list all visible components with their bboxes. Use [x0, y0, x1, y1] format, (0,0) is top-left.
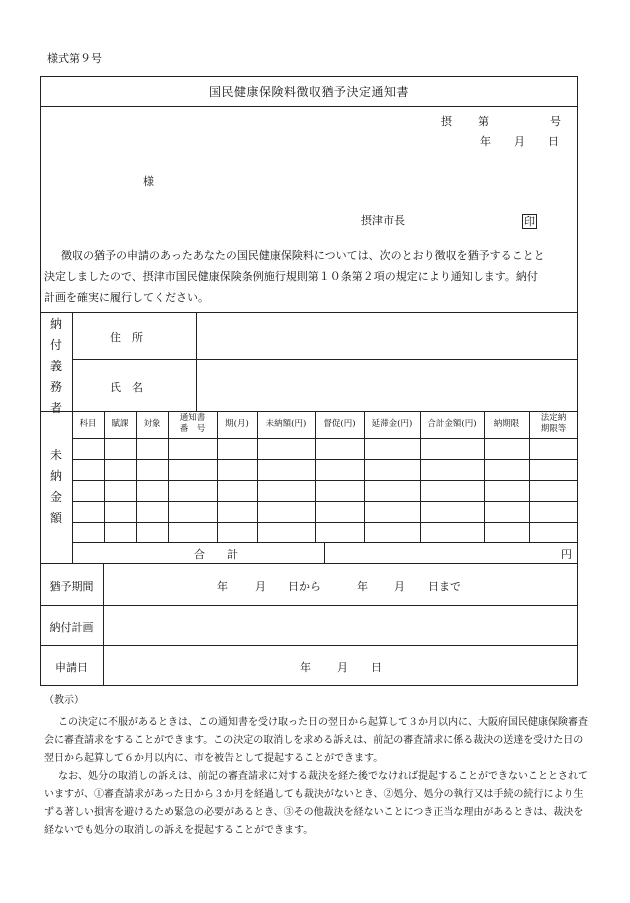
unpaid-header-cell: 未納額(円) [265, 419, 307, 429]
notice-line-5: いますが、①審査請求があった日から３か月を経過しても裁決がないとき、②処分、処分の執行又は手続の続行により生 [44, 789, 584, 800]
unpaid-header-cell: 期(月) [225, 419, 249, 429]
unpaid-header-cell: 通知書 番 号 [179, 413, 206, 434]
notice-line-1: この決定に不服があるときは、この通知書を受け取った日の翌日から起算して３か月以内に、大阪府国民健康保険審査 [58, 717, 588, 728]
notice-heading: （教示） [44, 695, 84, 706]
notice-line-4: なお、処分の取消しの訴えは、前記の審査請求に対する裁決を経た後でなければ提起することができないこととされて [58, 771, 588, 782]
unpaid-header-cell: 督促(円) [323, 419, 356, 429]
deferral-from-nen: 年 [217, 580, 228, 593]
notice-line-2: 会に審査請求をすることができます。この決定の取消しを求める訴えは、前記の審査請求に係る裁決の送達を受けた日の [44, 735, 584, 746]
issue-dai: 第 [478, 115, 489, 128]
unpaid-header-cell: 対象 [143, 419, 161, 429]
issue-tsuki: 月 [514, 135, 525, 148]
unpaid-header-cell: 合計金額(円) [427, 419, 477, 429]
application-nen: 年 [300, 661, 311, 674]
application-label: 申請日 [55, 661, 88, 674]
notice-line-3: 翌日から起算して６か月以内に、市を被告として提起することができます。 [44, 753, 384, 764]
issue-go: 号 [550, 115, 561, 128]
issue-nen: 年 [480, 135, 491, 148]
deferral-from-hi: 日から [288, 580, 321, 593]
notice-line-7: 経ないでも処分の取消しの訴えを提起することができます。 [44, 825, 314, 836]
issue-prefix: 摂 [441, 115, 452, 128]
unpaid-label: 未 納 金 額 [49, 448, 62, 525]
seal: 印 [524, 215, 535, 228]
form-title: 国民健康保険料徴収猶予決定通知書 [208, 85, 409, 99]
deferral-to-hi: 日まで [428, 580, 461, 593]
deferral-label: 猶予期間 [49, 580, 94, 593]
application-tsuki: 月 [337, 661, 348, 674]
deferral-to-tsuki: 月 [394, 580, 405, 593]
form-number: 様式第９号 [47, 52, 102, 65]
body-line-1: 徴収の猶予の申請のあったあなたの国民健康保険料については、次のとおり徴収を猶予することと [61, 249, 545, 262]
total-label: 合 計 [194, 548, 238, 561]
payer-label: 納 付 義 務 者 [49, 317, 62, 415]
deferral-from-tsuki: 月 [255, 580, 266, 593]
total-yen: 円 [561, 548, 572, 561]
application-hi: 日 [371, 661, 382, 674]
unpaid-header-cell: 法定納 期限等 [540, 413, 567, 434]
addressee-suffix: 様 [143, 175, 154, 188]
unpaid-header-cell: 延滞金(円) [371, 419, 413, 429]
name-label: 氏 名 [110, 381, 143, 394]
unpaid-header-cell: 納期限 [493, 419, 520, 429]
address-label: 住 所 [110, 331, 143, 344]
deferral-to-nen: 年 [357, 580, 368, 593]
body-line-2: 決定しましたので、摂津市国民健康保険条例施行規則第１０条第２項の規定により通知します。納付 [44, 270, 538, 283]
plan-label: 納付計画 [49, 621, 94, 634]
issue-hi: 日 [548, 135, 559, 148]
unpaid-header-cell: 賦課 [111, 419, 129, 429]
issuer: 摂津市長 [361, 214, 405, 227]
unpaid-header-cell: 科目 [79, 419, 97, 429]
notice-line-6: ずる著しい損害を避けるため緊急の必要があるとき、③その他裁決を経ないことにつき正当な理由があるときは、裁決を [44, 807, 584, 818]
body-line-3: 計画を確実に履行してください。 [44, 291, 209, 304]
